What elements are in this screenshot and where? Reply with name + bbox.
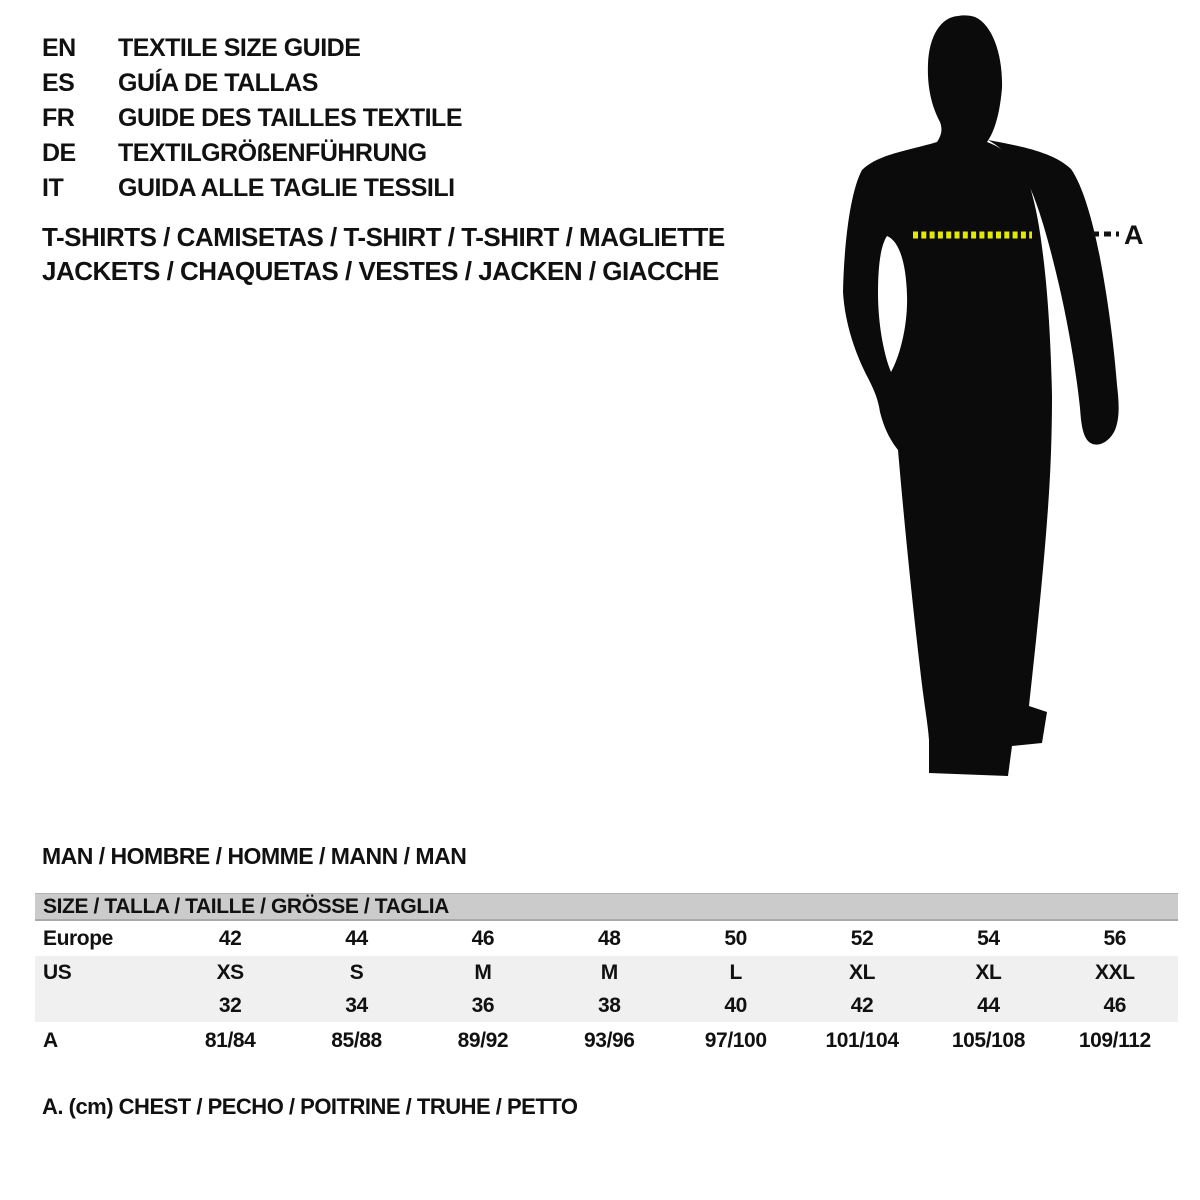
section-title-man: MAN / HOMBRE / HOMME / MANN / MAN [42, 843, 467, 869]
table-cell: 97/100 [704, 1028, 767, 1052]
table-cell: 105/108 [951, 1028, 1025, 1052]
language-label: GUÍA DE TALLAS [118, 69, 318, 97]
table-cell: 32 [218, 993, 242, 1017]
language-row-fr [42, 101, 462, 136]
table-cell: 85/88 [331, 1028, 382, 1052]
table-cell: 56 [1103, 926, 1127, 950]
man-measurement-figure [820, 8, 1160, 790]
language-label: TEXTILGRÖßENFÜHRUNG [118, 139, 427, 167]
measure-label-a: A [1124, 220, 1144, 250]
table-cell: 46 [1103, 993, 1127, 1017]
table-cell: XS [216, 960, 244, 984]
table-cell: 40 [724, 993, 747, 1017]
table-cell: 48 [598, 926, 621, 950]
table-cell: 36 [471, 993, 495, 1017]
table-cell: XL [849, 960, 876, 984]
size-table-header [35, 893, 1178, 921]
table-cell: M [474, 960, 492, 984]
language-code: FR [42, 104, 75, 132]
table-cell: 38 [598, 993, 621, 1017]
language-label: GUIDA ALLE TAGLIE TESSILI [118, 174, 455, 202]
table-cell: 42 [218, 926, 242, 950]
language-label: GUIDE DES TAILLES TEXTILE [118, 104, 463, 132]
table-cell: XXL [1094, 960, 1135, 984]
size-table [35, 893, 1178, 1059]
table-cell: 52 [850, 926, 874, 950]
row-label: A [43, 1028, 58, 1052]
table-cell: 42 [850, 993, 874, 1017]
row-label: US [43, 960, 72, 984]
table-row-numeric [35, 989, 1178, 1022]
language-code: ES [42, 69, 75, 97]
table-cell: 44 [977, 993, 1000, 1017]
table-cell: 93/96 [584, 1028, 635, 1052]
measurement-footnote: A. (cm) CHEST / PECHO / POITRINE / TRUHE / PETTO [42, 1094, 578, 1119]
language-code: DE [42, 139, 76, 167]
table-cell: 101/104 [825, 1028, 899, 1052]
size-table-header-label: SIZE / TALLA / TAILLE / GRÖSSE / TAGLIA [43, 894, 449, 918]
table-row-chest [35, 1022, 1178, 1059]
language-row-it [42, 171, 462, 206]
language-code: IT [42, 174, 64, 202]
table-cell: S [349, 960, 364, 984]
table-cell: 54 [977, 926, 1000, 950]
table-cell: 44 [345, 926, 368, 950]
language-row-de [42, 136, 462, 171]
language-row-es [42, 66, 462, 101]
table-cell: L [729, 960, 742, 984]
language-row-en [42, 31, 462, 66]
table-row-us [35, 956, 1178, 989]
row-label: Europe [43, 926, 113, 950]
product-category-lines [42, 220, 725, 288]
table-cell: 50 [724, 926, 747, 950]
language-label: TEXTILE SIZE GUIDE [118, 34, 361, 62]
table-band [35, 956, 1178, 1022]
table-cell: 89/92 [457, 1028, 509, 1052]
table-cell: M [600, 960, 618, 984]
table-cell: 34 [345, 993, 368, 1017]
product-line-jackets: JACKETS / CHAQUETAS / VESTES / JACKEN / GIACCHE [42, 256, 719, 286]
man-silhouette [843, 15, 1052, 776]
language-list [42, 31, 462, 206]
table-row-europe [35, 921, 1178, 956]
table-cell: 46 [471, 926, 495, 950]
table-cell: 81/84 [204, 1028, 256, 1052]
table-cell: 109/112 [1078, 1028, 1151, 1052]
product-line-tshirts: T-SHIRTS / CAMISETAS / T-SHIRT / T-SHIRT / MAGLIETTE [42, 222, 725, 252]
table-cell: XL [975, 960, 1002, 984]
language-code: EN [42, 34, 76, 62]
